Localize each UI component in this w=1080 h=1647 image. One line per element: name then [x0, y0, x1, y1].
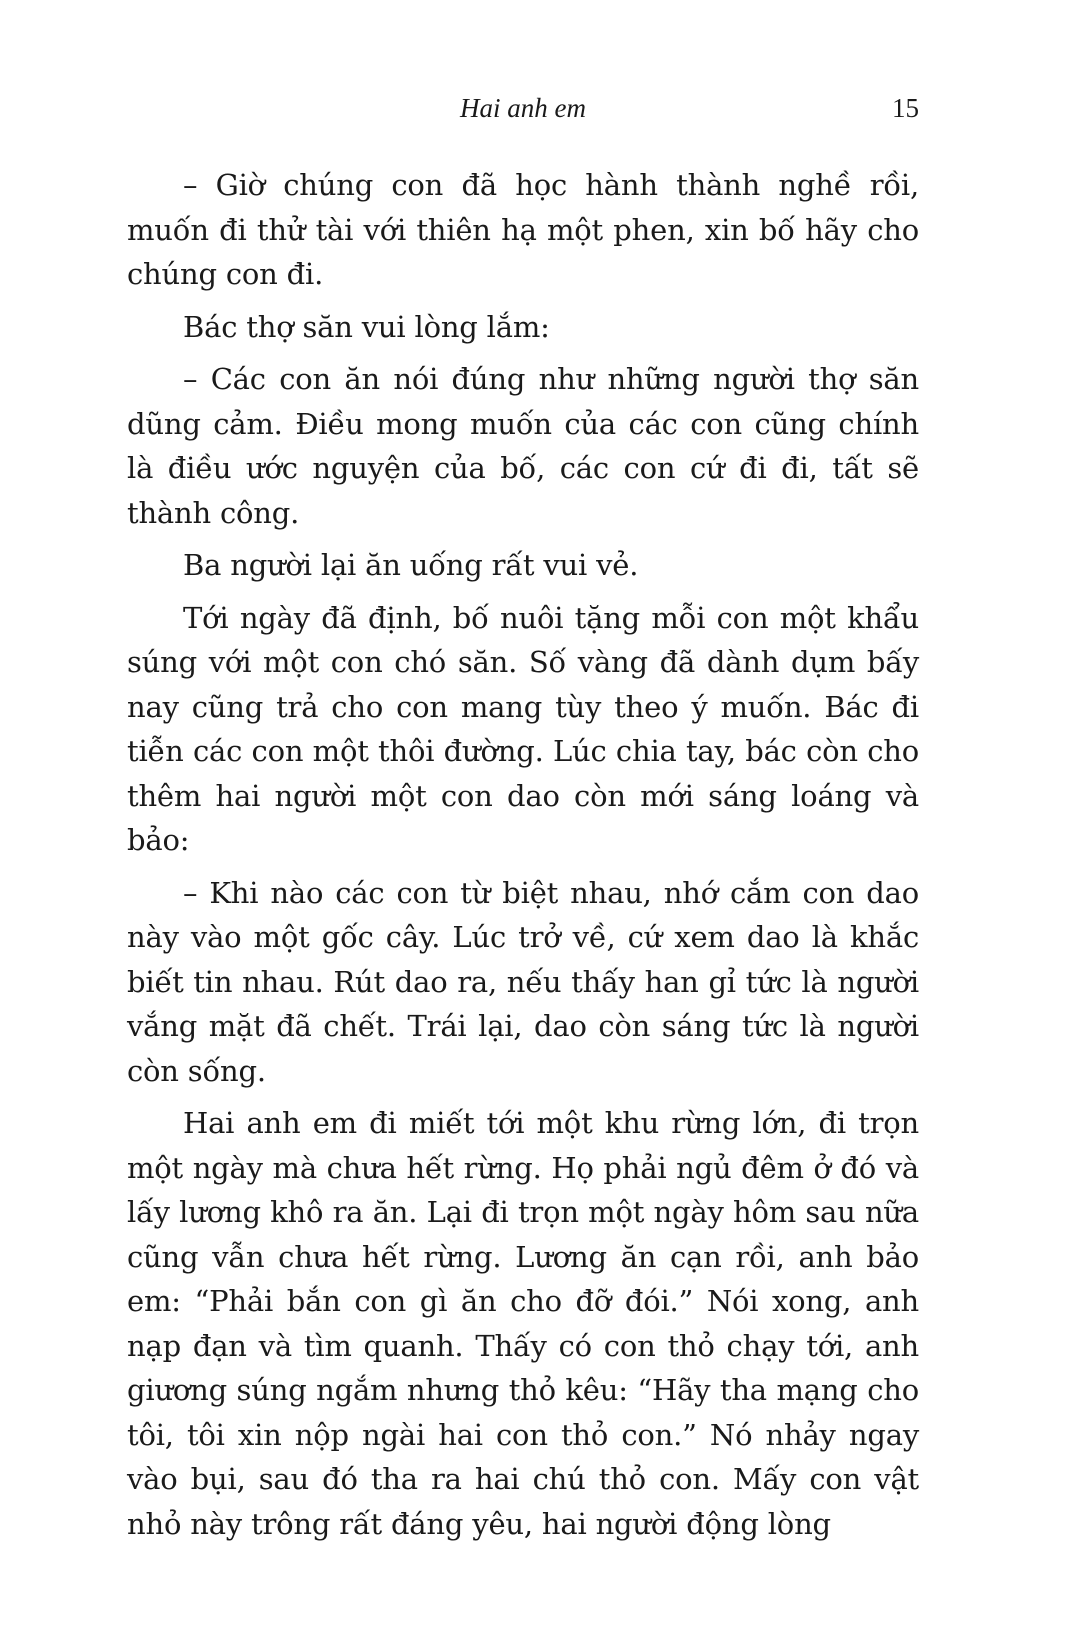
- chapter-title: Hai anh em: [460, 93, 586, 123]
- paragraph-1: – Giờ chúng con đã học hành thành nghề rồi, muốn đi thử tài với thiên hạ một phen, xin bố hãy cho chúng con đi.: [127, 168, 919, 291]
- paragraph-6: – Khi nào các con từ biệt nhau, nhớ cắm con dao này vào một gốc cây. Lúc trở về, cứ xem dao là khắc biết tin nhau. Rút dao ra, nếu thấy han gỉ tức là người vắng mặt đã chết. Trái lại, dao còn sáng tức là người còn sống.: [127, 875, 919, 1088]
- page-number: 15: [892, 93, 919, 123]
- paragraph-7: Hai anh em đi miết tới một khu rừng lớn, đi trọn một ngày mà chưa hết rừng. Họ phải ngủ đêm ở đó và lấy lương khô ra ăn. Lại đi trọn một ngày hôm sau nữa cũng vẫn chưa hết rừng. Lương ăn cạn rồi, anh bảo em: “Phải bắn con gì ăn cho đỡ đói.” Nói xong, anh nạp đạn và tìm quanh. Thấy có con thỏ chạy tới, anh giương súng ngắm nhưng thỏ kêu: “Hãy tha mạng cho tôi, tôi xin nộp ngài hai con thỏ con.” Nó nhảy ngay vào bụi, sau đó tha ra hai chú thỏ con. Mấy con vật nhỏ này trông rất đáng yêu, hai người động lòng: [127, 1106, 919, 1541]
- paragraph-5: Tới ngày đã định, bố nuôi tặng mỗi con một khẩu súng với một con chó săn. Số vàng đã dành dụm bấy nay cũng trả cho con mang tùy theo ý muốn. Bác đi tiễn các con một thôi đường. Lúc chia tay, bác còn cho thêm hai người một con dao còn mới sáng loáng và bảo:: [127, 600, 919, 857]
- body-text: [127, 163, 919, 1554]
- running-header: [127, 88, 919, 128]
- paragraph-4: Ba người lại ăn uống rất vui vẻ.: [183, 548, 639, 582]
- paragraph-3: – Các con ăn nói đúng như những người thợ săn dũng cảm. Điều mong muốn của các con cũng chính là điều ước nguyện của bố, các con cứ đi đi, tất sẽ thành công.: [127, 362, 919, 530]
- paragraph-2: Bác thợ săn vui lòng lắm:: [183, 309, 550, 344]
